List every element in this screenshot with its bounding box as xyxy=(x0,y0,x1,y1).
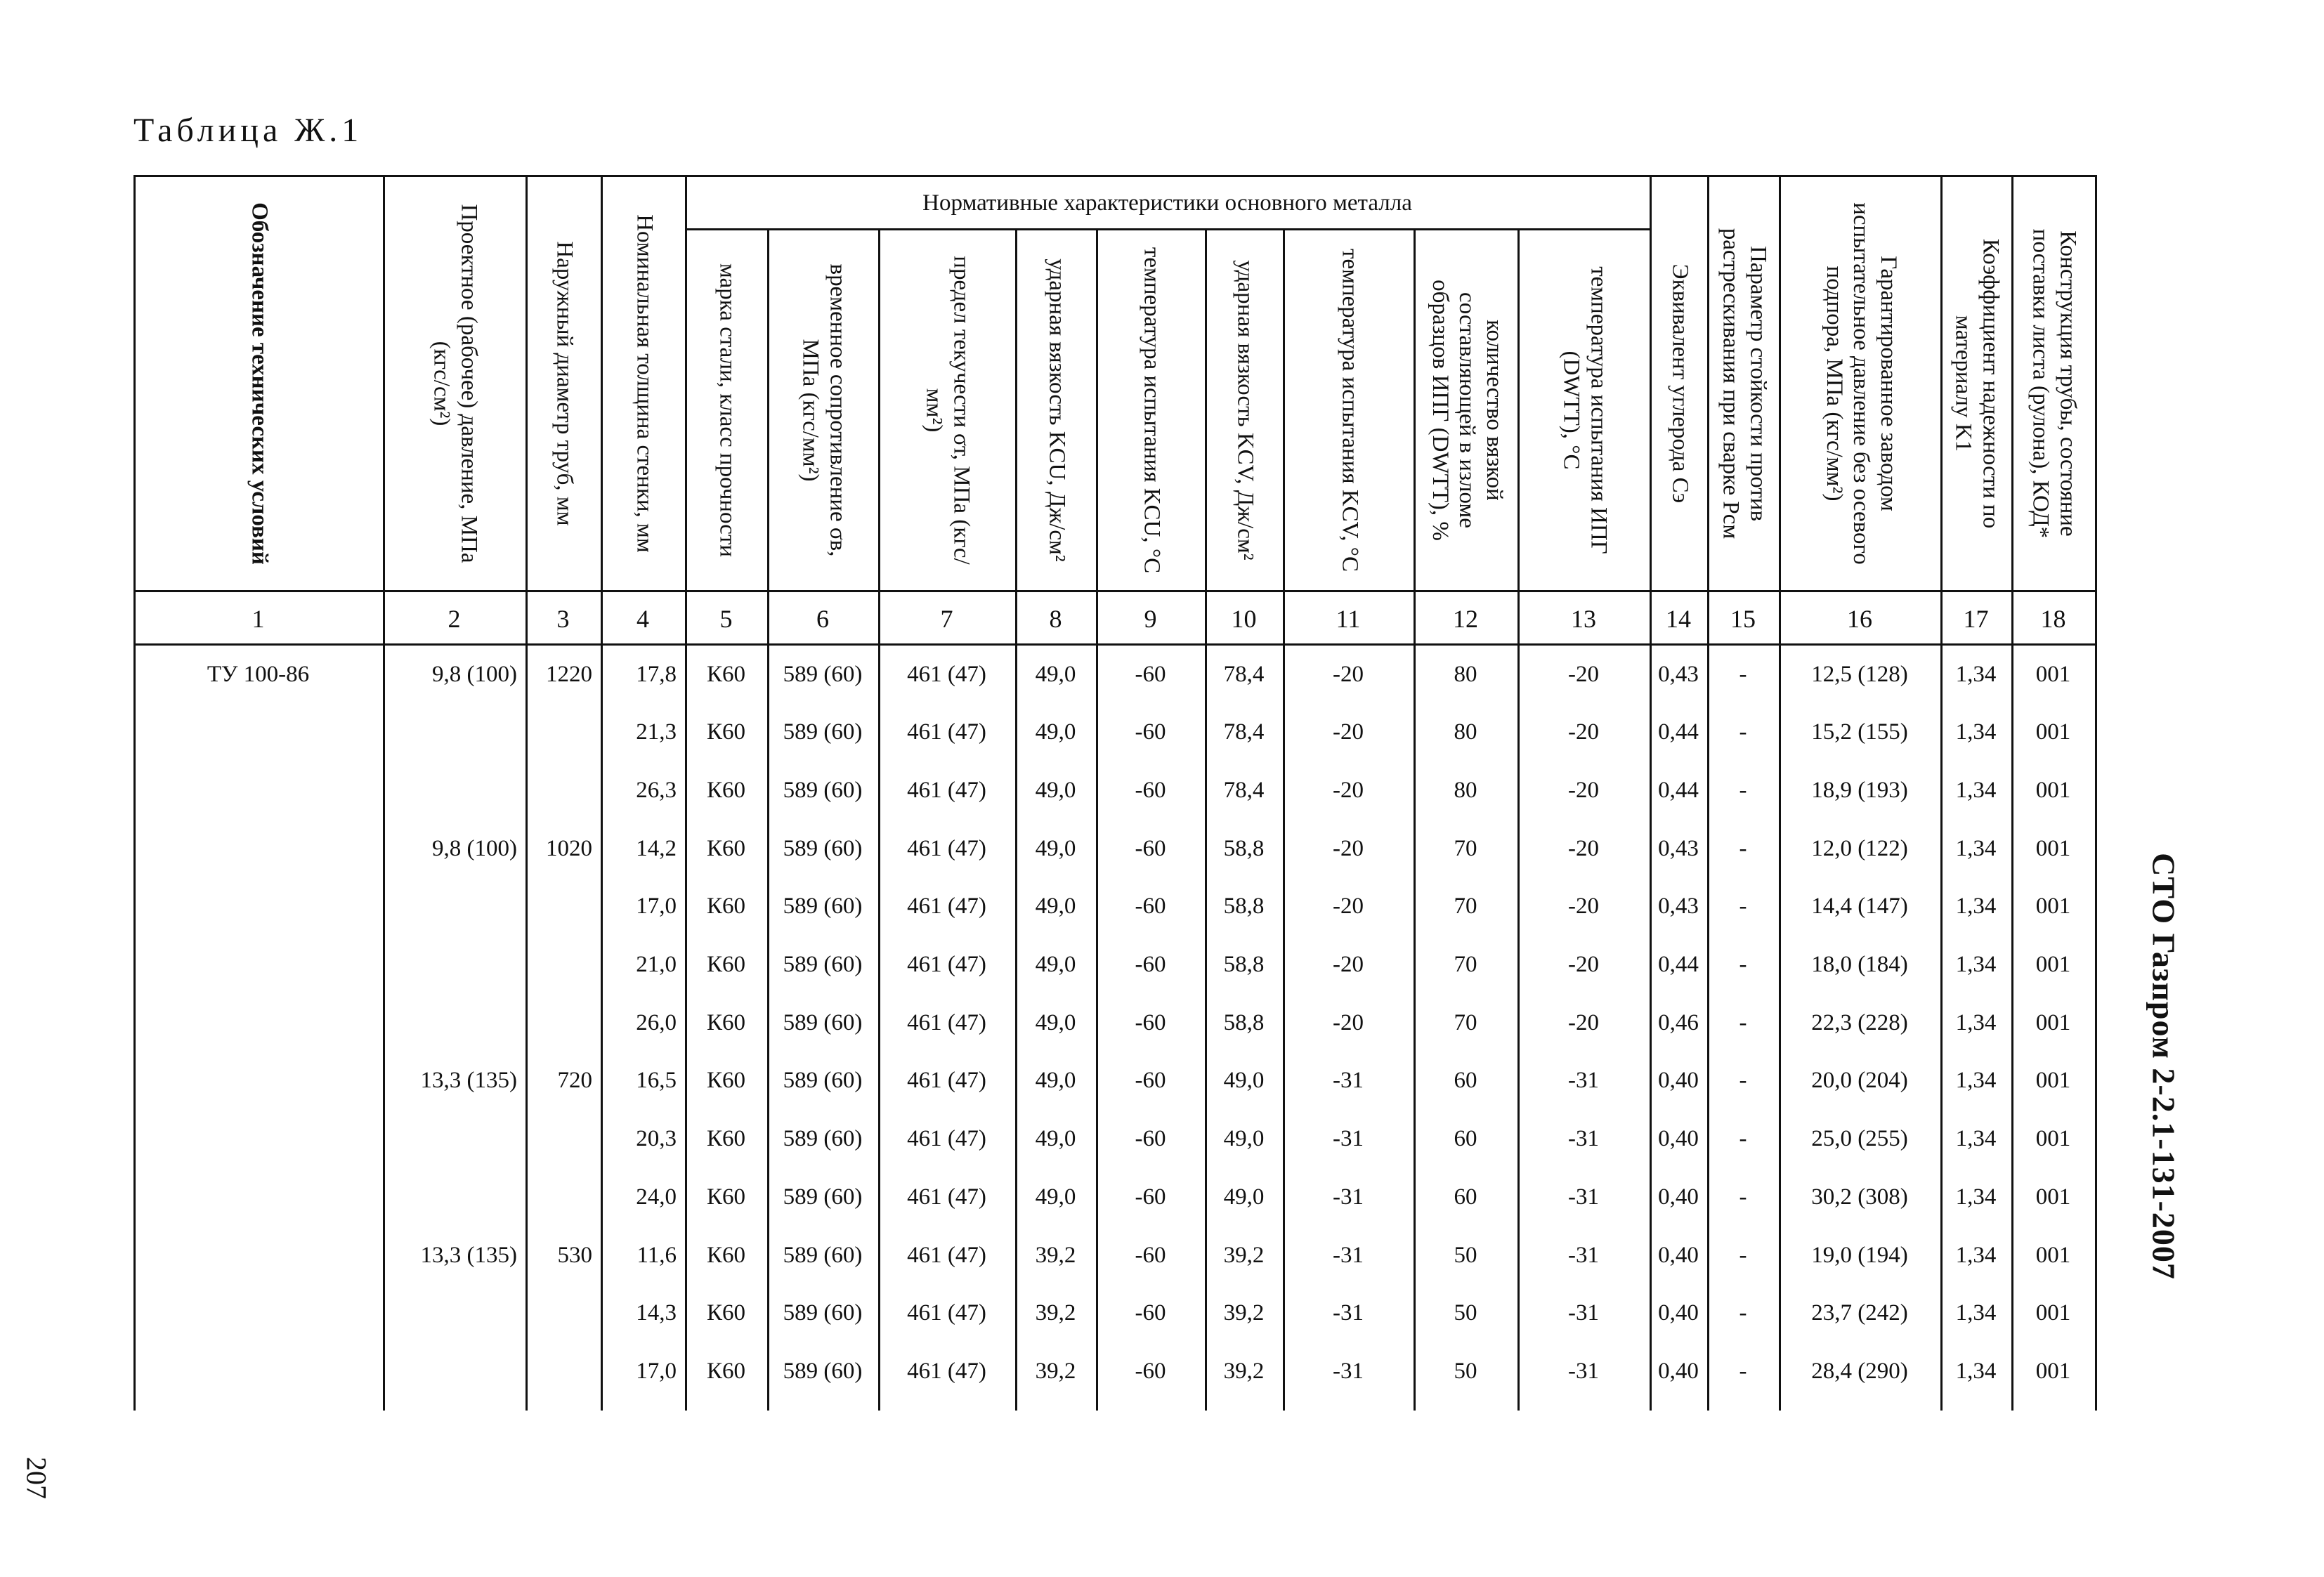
table-cell: 589 (60) xyxy=(783,661,863,687)
table-cell: - xyxy=(1739,952,1747,977)
table-cell: 17,0 xyxy=(636,894,677,920)
table-cell: -20 xyxy=(1568,661,1599,687)
table-cell: 0,43 xyxy=(1658,835,1699,861)
table-cell: 49,0 xyxy=(1035,835,1076,861)
table-cell: 0,46 xyxy=(1658,1009,1699,1035)
table-cell: -20 xyxy=(1568,1009,1599,1035)
table-cell: - xyxy=(1739,1358,1747,1384)
column-header-label: Номинальная толщина стенки, мм xyxy=(631,214,657,553)
column-number: 17 xyxy=(1963,605,1989,633)
table-cell: -31 xyxy=(1568,1126,1599,1152)
table-cell: К60 xyxy=(706,1184,745,1210)
table-cell: 19,0 (194) xyxy=(1811,1242,1908,1268)
column-number: 6 xyxy=(816,605,829,633)
column-number: 9 xyxy=(1144,605,1157,633)
table-cell: 49,0 xyxy=(1035,1068,1076,1094)
table-cell: -31 xyxy=(1568,1300,1599,1326)
table-cell: 14,3 xyxy=(636,1300,677,1326)
table-cell: 26,3 xyxy=(636,777,677,803)
table-cell: 17,8 xyxy=(636,661,677,687)
column-header xyxy=(880,230,1015,590)
column-number: 2 xyxy=(448,605,461,633)
table-cell: 0,44 xyxy=(1658,952,1699,977)
table-cell: 49,0 xyxy=(1035,1009,1076,1035)
table-cell: 39,2 xyxy=(1223,1300,1265,1326)
table-cell: 14,4 (147) xyxy=(1811,894,1908,920)
table-cell: 001 xyxy=(2035,1358,2071,1384)
table-cell: 1,34 xyxy=(1955,1009,1997,1035)
table-cell: 23,7 (242) xyxy=(1811,1300,1908,1326)
table-cell: -31 xyxy=(1333,1300,1364,1326)
table-cell: 1,34 xyxy=(1955,952,1997,977)
table-cell: 0,43 xyxy=(1658,894,1699,920)
table-cell: 0,40 xyxy=(1658,1068,1699,1094)
table-cell: 49,0 xyxy=(1035,661,1076,687)
table-cell: -31 xyxy=(1568,1242,1599,1268)
table-cell: 001 xyxy=(2035,661,2071,687)
column-number: 8 xyxy=(1049,605,1062,633)
column-rule xyxy=(2095,175,2097,1411)
table-cell: -60 xyxy=(1135,894,1166,920)
table-cell: 12,5 (128) xyxy=(1811,661,1908,687)
column-header xyxy=(2013,177,2095,590)
table-cell: 589 (60) xyxy=(783,1184,863,1210)
table-cell: -60 xyxy=(1135,777,1166,803)
column-header xyxy=(1652,177,1707,590)
table-cell: 39,2 xyxy=(1223,1242,1265,1268)
table-cell: 60 xyxy=(1454,1126,1477,1152)
column-header-label: ударная вязкость KCV, Дж/см² xyxy=(1232,260,1258,561)
table-cell: 78,4 xyxy=(1223,661,1265,687)
table-cell: 589 (60) xyxy=(783,952,863,977)
table-cell: -60 xyxy=(1135,1009,1166,1035)
column-header xyxy=(1285,230,1414,590)
column-header xyxy=(769,230,878,590)
table-cell: 001 xyxy=(2035,894,2071,920)
column-header xyxy=(1416,230,1517,590)
table-cell: -31 xyxy=(1333,1068,1364,1094)
table-cell: -20 xyxy=(1333,719,1364,745)
table-cell: К60 xyxy=(706,777,745,803)
table-cell: -60 xyxy=(1135,835,1166,861)
table-cell: -20 xyxy=(1568,835,1599,861)
table-cell: 001 xyxy=(2035,1300,2071,1326)
table-cell: 12,0 (122) xyxy=(1811,835,1908,861)
table-cell: -20 xyxy=(1333,777,1364,803)
table-cell: 589 (60) xyxy=(783,1358,863,1384)
table-cell: 24,0 xyxy=(636,1184,677,1210)
table-cell: 461 (47) xyxy=(907,1068,986,1094)
table-cell: 461 (47) xyxy=(907,1358,986,1384)
page-number-text: 207 xyxy=(20,1457,53,1499)
table-cell: К60 xyxy=(706,1358,745,1384)
column-header-label: температура испытания KCU, °С xyxy=(1139,247,1165,574)
table-cell: -60 xyxy=(1135,1184,1166,1210)
table-cell: 70 xyxy=(1454,835,1477,861)
table-cell: 1,34 xyxy=(1955,1068,1997,1094)
table-cell: 461 (47) xyxy=(907,1009,986,1035)
column-header-label: временное сопротивление σв, МПа (кгс/мм²) xyxy=(797,263,851,557)
column-header xyxy=(687,230,767,590)
table-cell: -20 xyxy=(1333,661,1364,687)
table-cell: 589 (60) xyxy=(783,1009,863,1035)
column-header-label: Параметр стойкости против растрескивания при сварке Pcм xyxy=(1718,228,1771,539)
table-cell: 1020 xyxy=(546,835,592,861)
table-cell: 461 (47) xyxy=(907,777,986,803)
table-cell: К60 xyxy=(706,1126,745,1152)
table-cell: 49,0 xyxy=(1223,1068,1265,1094)
table-cell: 20,3 xyxy=(636,1126,677,1152)
table-cell: К60 xyxy=(706,1300,745,1326)
column-header-label: Наружный диаметр труб, мм xyxy=(551,241,577,526)
table-cell: 9,8 (100) xyxy=(432,835,517,861)
table-cell: - xyxy=(1739,1126,1747,1152)
table-cell: 461 (47) xyxy=(907,1184,986,1210)
table-cell: 18,9 (193) xyxy=(1811,777,1908,803)
table-cell: 25,0 (255) xyxy=(1811,1126,1908,1152)
table-cell: 461 (47) xyxy=(907,661,986,687)
table-cell: 49,0 xyxy=(1035,894,1076,920)
table-cell: - xyxy=(1739,1009,1747,1035)
table-cell: - xyxy=(1739,719,1747,745)
table-cell: 461 (47) xyxy=(907,1126,986,1152)
table-cell: 0,40 xyxy=(1658,1126,1699,1152)
column-header-label: количество вязкой составляющей в изломе образцов ИПГ (DWTT), % xyxy=(1427,280,1507,541)
table-cell: К60 xyxy=(706,661,745,687)
table-cell: 1,34 xyxy=(1955,719,1997,745)
table-cell: 80 xyxy=(1454,777,1477,803)
table-cell: 589 (60) xyxy=(783,777,863,803)
column-number: 15 xyxy=(1730,605,1756,633)
table-cell: - xyxy=(1739,1300,1747,1326)
table-cell: 80 xyxy=(1454,661,1477,687)
table-cell: -31 xyxy=(1568,1358,1599,1384)
table-cell: - xyxy=(1739,894,1747,920)
table-cell: 39,2 xyxy=(1223,1358,1265,1384)
table-cell: ТУ 100-86 xyxy=(207,661,310,687)
table-cell: К60 xyxy=(706,835,745,861)
table-cell: 001 xyxy=(2035,719,2071,745)
table-cell: 26,0 xyxy=(636,1009,677,1035)
table-cell: -60 xyxy=(1135,1358,1166,1384)
column-number: 11 xyxy=(1336,605,1361,633)
column-number: 1 xyxy=(252,605,265,633)
column-header xyxy=(1098,230,1205,590)
column-number: 5 xyxy=(719,605,733,633)
table-cell: 70 xyxy=(1454,1009,1477,1035)
table-cell: 001 xyxy=(2035,777,2071,803)
table-cell: 39,2 xyxy=(1035,1358,1076,1384)
column-header xyxy=(136,177,383,590)
table-cell: 21,0 xyxy=(636,952,677,977)
column-number: 3 xyxy=(556,605,570,633)
table-cell: - xyxy=(1739,661,1747,687)
table-cell: -20 xyxy=(1333,952,1364,977)
table-cell: -60 xyxy=(1135,719,1166,745)
column-header-label: ударная вязкость KCU, Дж/см² xyxy=(1044,259,1070,562)
table-cell: 461 (47) xyxy=(907,952,986,977)
table-cell: 589 (60) xyxy=(783,719,863,745)
table-cell: - xyxy=(1739,1068,1747,1094)
table-cell: 49,0 xyxy=(1035,1184,1076,1210)
column-header xyxy=(528,177,601,590)
header-bottom-rule xyxy=(133,590,2097,592)
table-cell: - xyxy=(1739,777,1747,803)
table-cell: - xyxy=(1739,1242,1747,1268)
column-header-label: температура испытания KCV, °С xyxy=(1336,249,1362,572)
column-number: 7 xyxy=(940,605,953,633)
table-cell: 49,0 xyxy=(1223,1184,1265,1210)
table-cell: К60 xyxy=(706,719,745,745)
column-header-label: предел текучести σт, МПа (кгс/мм²) xyxy=(922,256,974,565)
table-cell: 22,3 (228) xyxy=(1811,1009,1908,1035)
table-cell: -20 xyxy=(1568,777,1599,803)
table-cell: 589 (60) xyxy=(783,1242,863,1268)
table-cell: 1,34 xyxy=(1955,1126,1997,1152)
table-cell: К60 xyxy=(706,1242,745,1268)
table-cell: 0,43 xyxy=(1658,661,1699,687)
table-cell: -31 xyxy=(1568,1184,1599,1210)
table-cell: -20 xyxy=(1333,835,1364,861)
table-cell: 1,34 xyxy=(1955,777,1997,803)
table-cell: 49,0 xyxy=(1035,719,1076,745)
table-cell: 50 xyxy=(1454,1242,1477,1268)
table-cell: 530 xyxy=(557,1242,592,1268)
table-cell: 18,0 (184) xyxy=(1811,952,1908,977)
table-cell: 60 xyxy=(1454,1184,1477,1210)
table-cell: 001 xyxy=(2035,1242,2071,1268)
table-cell: 001 xyxy=(2035,1126,2071,1152)
table-cell: 1,34 xyxy=(1955,661,1997,687)
table-cell: 0,40 xyxy=(1658,1242,1699,1268)
table-cell: 461 (47) xyxy=(907,894,986,920)
table-cell: К60 xyxy=(706,1068,745,1094)
table-cell: 78,4 xyxy=(1223,777,1265,803)
table-cell: 0,44 xyxy=(1658,719,1699,745)
table-cell: 13,3 (135) xyxy=(420,1068,517,1094)
column-number: 4 xyxy=(637,605,649,633)
column-number: 10 xyxy=(1231,605,1257,633)
table-cell: К60 xyxy=(706,894,745,920)
table-cell: -60 xyxy=(1135,1242,1166,1268)
table-cell: -31 xyxy=(1333,1126,1364,1152)
column-header xyxy=(1017,230,1096,590)
column-number: 13 xyxy=(1571,605,1596,633)
table-cell: 1,34 xyxy=(1955,894,1997,920)
table-cell: 70 xyxy=(1454,952,1477,977)
table-cell: 1,34 xyxy=(1955,1242,1997,1268)
column-header-label: Гарантированное заводом испытательное давление без осевого подпора, МПа (кгс/мм²) xyxy=(1821,202,1901,565)
table-cell: 9,8 (100) xyxy=(432,661,517,687)
table-cell: -60 xyxy=(1135,661,1166,687)
column-header xyxy=(603,177,685,590)
table-cell: 001 xyxy=(2035,1009,2071,1035)
table-cell: 49,0 xyxy=(1035,777,1076,803)
table-cell: 461 (47) xyxy=(907,1242,986,1268)
column-number: 14 xyxy=(1666,605,1691,633)
table-cell: -60 xyxy=(1135,1300,1166,1326)
table-cell: 49,0 xyxy=(1035,1126,1076,1152)
table-cell: 14,2 xyxy=(636,835,677,861)
column-number: 12 xyxy=(1453,605,1478,633)
table-cell: 001 xyxy=(2035,835,2071,861)
column-header xyxy=(1709,177,1779,590)
table-cell: К60 xyxy=(706,952,745,977)
table-cell: 80 xyxy=(1454,719,1477,745)
column-header-label: марка стали, класс прочности xyxy=(714,263,740,558)
table-cell: 17,0 xyxy=(636,1358,677,1384)
table-cell: 001 xyxy=(2035,1068,2071,1094)
table-cell: 1,34 xyxy=(1955,1358,1997,1384)
column-header-label: Обозначение технических условий xyxy=(247,202,273,565)
table-cell: 13,3 (135) xyxy=(420,1242,517,1268)
table-cell: -20 xyxy=(1568,894,1599,920)
table-cell: 589 (60) xyxy=(783,1126,863,1152)
group-header: Нормативные характеристики основного металла xyxy=(922,190,1412,216)
table-cell: 589 (60) xyxy=(783,835,863,861)
document-code-text: СТО Газпром 2-2.1-131-2007 xyxy=(2146,853,2182,1280)
table-cell: 720 xyxy=(557,1068,592,1094)
table-cell: 0,40 xyxy=(1658,1358,1699,1384)
table-cell: 58,8 xyxy=(1223,835,1265,861)
table-cell: -20 xyxy=(1333,894,1364,920)
table-cell: 589 (60) xyxy=(783,1300,863,1326)
table-cell: 49,0 xyxy=(1035,952,1076,977)
table-cell: К60 xyxy=(706,1009,745,1035)
table-cell: 58,8 xyxy=(1223,952,1265,977)
column-number: 16 xyxy=(1847,605,1872,633)
table-caption: Таблица Ж.1 xyxy=(133,112,363,149)
table-cell: 49,0 xyxy=(1223,1126,1265,1152)
table-cell: - xyxy=(1739,1184,1747,1210)
table-cell: -60 xyxy=(1135,1068,1166,1094)
table-cell: 21,3 xyxy=(636,719,677,745)
table-cell: -20 xyxy=(1333,1009,1364,1035)
column-number: 18 xyxy=(2040,605,2066,633)
column-header xyxy=(1520,230,1650,590)
table-cell: 001 xyxy=(2035,952,2071,977)
table-cell: 50 xyxy=(1454,1358,1477,1384)
table-cell: -31 xyxy=(1333,1184,1364,1210)
column-header-label: Проектное (рабочее) давление, МПа (кгс/см²) xyxy=(429,204,482,563)
table-cell: 461 (47) xyxy=(907,1300,986,1326)
column-header xyxy=(1781,177,1940,590)
table-cell: 461 (47) xyxy=(907,835,986,861)
table-cell: 70 xyxy=(1454,894,1477,920)
table-cell: -60 xyxy=(1135,952,1166,977)
table-cell: 16,5 xyxy=(636,1068,677,1094)
table-cell: - xyxy=(1739,835,1747,861)
table-cell: 20,0 (204) xyxy=(1811,1068,1908,1094)
table-cell: -31 xyxy=(1333,1242,1364,1268)
table-cell: 30,2 (308) xyxy=(1811,1184,1908,1210)
table-cell: -60 xyxy=(1135,1126,1166,1152)
table-cell: 50 xyxy=(1454,1300,1477,1326)
table-cell: 39,2 xyxy=(1035,1300,1076,1326)
column-header xyxy=(1943,177,2011,590)
column-header-label: температура испытания ИПГ (DWTT), °С xyxy=(1558,266,1612,554)
table-cell: -31 xyxy=(1333,1358,1364,1384)
table-cell: 11,6 xyxy=(637,1242,677,1268)
table-cell: 58,8 xyxy=(1223,1009,1265,1035)
table-cell: 589 (60) xyxy=(783,1068,863,1094)
table-cell: 1,34 xyxy=(1955,1300,1997,1326)
table-cell: -20 xyxy=(1568,952,1599,977)
table-cell: 1220 xyxy=(546,661,592,687)
table-cell: 0,40 xyxy=(1658,1184,1699,1210)
table-cell: 1,34 xyxy=(1955,835,1997,861)
column-header-label: Коэффициент надежности по материалу K1 xyxy=(1951,238,2004,529)
table-cell: 15,2 (155) xyxy=(1811,719,1908,745)
table-cell: 39,2 xyxy=(1035,1242,1076,1268)
table-cell: 78,4 xyxy=(1223,719,1265,745)
table-cell: 58,8 xyxy=(1223,894,1265,920)
column-header xyxy=(1207,230,1283,590)
table-cell: -20 xyxy=(1568,719,1599,745)
table-cell: 461 (47) xyxy=(907,719,986,745)
table-cell: 28,4 (290) xyxy=(1811,1358,1908,1384)
table-cell: 1,34 xyxy=(1955,1184,1997,1210)
column-number-rule xyxy=(133,643,2097,646)
column-header xyxy=(385,177,525,590)
table-cell: 0,44 xyxy=(1658,777,1699,803)
table-cell: 60 xyxy=(1454,1068,1477,1094)
column-header-label: Конструкция трубы, состояние поставки листа (рулона), КОД* xyxy=(2028,228,2081,539)
table-cell: 0,40 xyxy=(1658,1300,1699,1326)
table-cell: -31 xyxy=(1568,1068,1599,1094)
table-cell: 589 (60) xyxy=(783,894,863,920)
table-cell: 001 xyxy=(2035,1184,2071,1210)
column-header-label: Эквивалент углерода Сэ xyxy=(1666,263,1692,504)
